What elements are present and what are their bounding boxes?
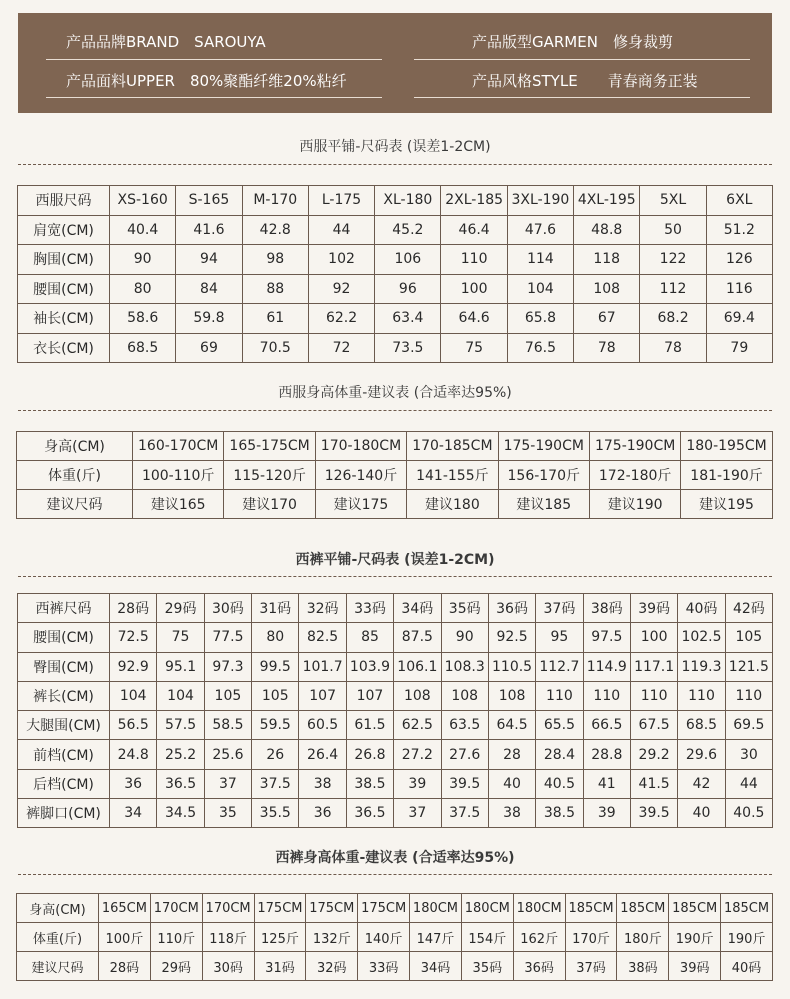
- table-cell: 126-140斤: [315, 461, 406, 490]
- table-cell: 69.5: [725, 711, 772, 740]
- table-cell: 170CM: [150, 894, 202, 923]
- table-cell: 112.7: [536, 652, 583, 681]
- table-cell: 27.6: [441, 740, 488, 769]
- pants-recommend-table: [16, 893, 773, 981]
- table-cell: 28码: [99, 952, 151, 981]
- table-cell: 29码: [157, 594, 204, 623]
- brand-info: 产品品牌BRAND SAROUYA: [66, 33, 266, 51]
- table-cell: 40码: [678, 594, 725, 623]
- table-cell: 68.5: [678, 711, 725, 740]
- table-cell: 78: [640, 333, 706, 363]
- table-cell: 45.2: [375, 215, 441, 245]
- dashed-divider: [18, 410, 772, 411]
- table-cell: 27.2: [394, 740, 441, 769]
- row-label: 肩宽(CM): [18, 215, 110, 245]
- table-cell: 51.2: [706, 215, 772, 245]
- table-cell: 108.3: [441, 652, 488, 681]
- table-cell: 107: [346, 681, 393, 710]
- table-cell: 25.2: [157, 740, 204, 769]
- table-cell: 180-195CM: [681, 432, 772, 461]
- table-cell: 115-120斤: [224, 461, 315, 490]
- row-label: 裤脚口(CM): [18, 799, 110, 828]
- table-cell: 92.5: [488, 623, 535, 652]
- table-cell: 73.5: [375, 333, 441, 363]
- table-cell: 185CM: [565, 894, 617, 923]
- table-cell: 185CM: [721, 894, 773, 923]
- table-cell: XS-160: [110, 186, 176, 216]
- table-cell: 56.5: [110, 711, 157, 740]
- table-cell: 107: [299, 681, 346, 710]
- table-cell: 38码: [583, 594, 630, 623]
- table-cell: 92: [308, 274, 374, 304]
- table-cell: 105: [725, 623, 772, 652]
- table-cell: 31码: [252, 594, 299, 623]
- table-cell: 108: [574, 274, 640, 304]
- table-cell: 41.5: [630, 769, 677, 798]
- table-cell: 180斤: [617, 923, 669, 952]
- row-label: 西裤尺码: [18, 594, 110, 623]
- table-row: [18, 681, 773, 710]
- table-cell: 44: [308, 215, 374, 245]
- table-row: [18, 711, 773, 740]
- table-cell: 建议175: [315, 490, 406, 519]
- table-cell: 65.8: [507, 304, 573, 334]
- table-cell: 175CM: [358, 894, 410, 923]
- table-cell: 60.5: [299, 711, 346, 740]
- table-cell: 25.6: [204, 740, 251, 769]
- table-cell: 170-185CM: [407, 432, 498, 461]
- table-cell: M-170: [242, 186, 308, 216]
- table-cell: 64.5: [488, 711, 535, 740]
- table-cell: 170斤: [565, 923, 617, 952]
- table-cell: 122: [640, 245, 706, 275]
- table-cell: 67.5: [630, 711, 677, 740]
- table-cell: 61.5: [346, 711, 393, 740]
- suit-recommend-table: [16, 431, 773, 519]
- table-cell: 69: [176, 333, 242, 363]
- table-cell: 101.7: [299, 652, 346, 681]
- table-cell: 104: [157, 681, 204, 710]
- table-cell: 26.8: [346, 740, 393, 769]
- table-cell: 47.6: [507, 215, 573, 245]
- table-cell: 建议190: [589, 490, 680, 519]
- table-cell: 99.5: [252, 652, 299, 681]
- table-cell: 77.5: [204, 623, 251, 652]
- suit-size-table: [17, 185, 773, 363]
- row-label: 身高(CM): [17, 432, 133, 461]
- table-cell: 39码: [669, 952, 721, 981]
- table-cell: 46.4: [441, 215, 507, 245]
- dashed-divider: [18, 576, 772, 577]
- table-row: [17, 894, 773, 923]
- fit-info: 产品版型GARMEN 修身裁剪: [472, 33, 673, 51]
- table-cell: 28.8: [583, 740, 630, 769]
- style-info: 产品风格STYLE 青春商务正装: [472, 72, 698, 90]
- table-cell: 180CM: [410, 894, 462, 923]
- table-cell: 36.5: [157, 769, 204, 798]
- table-cell: 42.8: [242, 215, 308, 245]
- row-label: 西服尺码: [18, 186, 110, 216]
- table-cell: 114: [507, 245, 573, 275]
- table-cell: 106: [375, 245, 441, 275]
- table-cell: 38.5: [536, 799, 583, 828]
- table-cell: 76.5: [507, 333, 573, 363]
- table-cell: 172-180斤: [589, 461, 680, 490]
- table-cell: 141-155斤: [407, 461, 498, 490]
- table-cell: 30码: [202, 952, 254, 981]
- table-cell: 32码: [299, 594, 346, 623]
- table-cell: 110: [630, 681, 677, 710]
- table-cell: 44: [725, 769, 772, 798]
- table-cell: 97.5: [583, 623, 630, 652]
- table-cell: 38: [299, 769, 346, 798]
- table-row: [18, 652, 773, 681]
- table-cell: 50: [640, 215, 706, 245]
- row-label: 建议尺码: [17, 952, 99, 981]
- table-cell: 48.8: [574, 215, 640, 245]
- row-label: 建议尺码: [17, 490, 133, 519]
- table-cell: 建议180: [407, 490, 498, 519]
- table-row: [18, 740, 773, 769]
- table-cell: 80: [252, 623, 299, 652]
- table-cell: XL-180: [375, 186, 441, 216]
- table-cell: 65.5: [536, 711, 583, 740]
- table-cell: 34: [110, 799, 157, 828]
- table-cell: 64.6: [441, 304, 507, 334]
- table-cell: 108: [394, 681, 441, 710]
- table-cell: 58.6: [110, 304, 176, 334]
- table-cell: 126: [706, 245, 772, 275]
- table-cell: 108: [441, 681, 488, 710]
- table-cell: 40码: [721, 952, 773, 981]
- fabric-info: 产品面料UPPER 80%聚酯纤维20%粘纤: [66, 72, 347, 90]
- table-cell: 102: [308, 245, 374, 275]
- table-cell: 75: [157, 623, 204, 652]
- table-row: [17, 923, 773, 952]
- table-cell: 156-170斤: [498, 461, 589, 490]
- table-cell: 29.2: [630, 740, 677, 769]
- table-cell: 117.1: [630, 652, 677, 681]
- table-cell: 36码: [488, 594, 535, 623]
- table-cell: 100斤: [99, 923, 151, 952]
- table-row: [18, 304, 773, 334]
- table-cell: 59.5: [252, 711, 299, 740]
- row-label: 前档(CM): [18, 740, 110, 769]
- table-cell: 170-180CM: [315, 432, 406, 461]
- row-label: 袖长(CM): [18, 304, 110, 334]
- table-cell: 5XL: [640, 186, 706, 216]
- table-cell: 175CM: [254, 894, 306, 923]
- table-cell: 3XL-190: [507, 186, 573, 216]
- table-cell: 108: [488, 681, 535, 710]
- table-cell: 180CM: [461, 894, 513, 923]
- table-cell: 6XL: [706, 186, 772, 216]
- table-cell: 110: [583, 681, 630, 710]
- table-cell: 85: [346, 623, 393, 652]
- table-row: [17, 490, 773, 519]
- table-cell: 100: [441, 274, 507, 304]
- row-label: 大腿围(CM): [18, 711, 110, 740]
- table-cell: 35: [204, 799, 251, 828]
- table-cell: 106.1: [394, 652, 441, 681]
- table-cell: 2XL-185: [441, 186, 507, 216]
- table-cell: 36.5: [346, 799, 393, 828]
- table-cell: 140斤: [358, 923, 410, 952]
- table-cell: 67: [574, 304, 640, 334]
- row-label: 体重(斤): [17, 461, 133, 490]
- pants-recommend-title: 西裤身高体重-建议表 (合适率达95%): [275, 850, 515, 866]
- table-cell: 95.1: [157, 652, 204, 681]
- divider: [46, 59, 382, 60]
- table-cell: 118斤: [202, 923, 254, 952]
- row-label: 体重(斤): [17, 923, 99, 952]
- table-cell: 110: [536, 681, 583, 710]
- table-cell: 190斤: [669, 923, 721, 952]
- table-cell: 62.2: [308, 304, 374, 334]
- table-cell: 29码: [150, 952, 202, 981]
- table-cell: 185CM: [669, 894, 721, 923]
- table-cell: 26: [252, 740, 299, 769]
- pants-size-table: [17, 593, 773, 828]
- table-cell: 104: [110, 681, 157, 710]
- table-cell: 建议185: [498, 490, 589, 519]
- table-row: [17, 461, 773, 490]
- table-cell: 4XL-195: [574, 186, 640, 216]
- row-label: 身高(CM): [17, 894, 99, 923]
- table-cell: 175-190CM: [498, 432, 589, 461]
- table-cell: 24.8: [110, 740, 157, 769]
- row-label: 腰围(CM): [18, 274, 110, 304]
- table-cell: 154斤: [461, 923, 513, 952]
- table-cell: 75: [441, 333, 507, 363]
- table-cell: 118: [574, 245, 640, 275]
- table-cell: 35.5: [252, 799, 299, 828]
- table-cell: 41: [583, 769, 630, 798]
- table-cell: 36: [110, 769, 157, 798]
- table-cell: 34码: [394, 594, 441, 623]
- table-cell: 38.5: [346, 769, 393, 798]
- table-cell: 90: [110, 245, 176, 275]
- row-label: 臀围(CM): [18, 652, 110, 681]
- table-cell: 62.5: [394, 711, 441, 740]
- table-cell: 66.5: [583, 711, 630, 740]
- table-cell: 102.5: [678, 623, 725, 652]
- row-label: 胸围(CM): [18, 245, 110, 275]
- table-cell: 72.5: [110, 623, 157, 652]
- table-cell: 37.5: [252, 769, 299, 798]
- table-cell: 190斤: [721, 923, 773, 952]
- row-label: 后档(CM): [18, 769, 110, 798]
- table-cell: 112: [640, 274, 706, 304]
- table-cell: 33码: [346, 594, 393, 623]
- table-cell: 36: [299, 799, 346, 828]
- table-cell: 35码: [461, 952, 513, 981]
- table-cell: 建议170: [224, 490, 315, 519]
- table-cell: S-165: [176, 186, 242, 216]
- table-cell: 37.5: [441, 799, 488, 828]
- table-cell: 103.9: [346, 652, 393, 681]
- table-cell: 105: [252, 681, 299, 710]
- table-cell: 96: [375, 274, 441, 304]
- table-cell: 181-190斤: [681, 461, 772, 490]
- table-cell: 39: [394, 769, 441, 798]
- table-cell: 90: [441, 623, 488, 652]
- table-row: [18, 245, 773, 275]
- table-cell: 40.5: [725, 799, 772, 828]
- table-row: [18, 769, 773, 798]
- table-cell: 35码: [441, 594, 488, 623]
- table-cell: 110: [678, 681, 725, 710]
- table-cell: 63.5: [441, 711, 488, 740]
- table-cell: 59.8: [176, 304, 242, 334]
- table-cell: 37码: [565, 952, 617, 981]
- table-cell: 100-110斤: [133, 461, 224, 490]
- table-cell: 185CM: [617, 894, 669, 923]
- table-cell: 39码: [630, 594, 677, 623]
- table-cell: 110.5: [488, 652, 535, 681]
- table-cell: 36码: [513, 952, 565, 981]
- divider: [414, 59, 750, 60]
- table-row: [18, 274, 773, 304]
- dashed-divider: [18, 874, 772, 875]
- table-cell: 97.3: [204, 652, 251, 681]
- table-cell: 79: [706, 333, 772, 363]
- table-cell: 40: [488, 769, 535, 798]
- table-cell: 31码: [254, 952, 306, 981]
- row-label: 裤长(CM): [18, 681, 110, 710]
- table-cell: 58.5: [204, 711, 251, 740]
- table-cell: 38: [488, 799, 535, 828]
- table-cell: 116: [706, 274, 772, 304]
- table-cell: 42码: [725, 594, 772, 623]
- table-cell: 78: [574, 333, 640, 363]
- table-cell: 119.3: [678, 652, 725, 681]
- table-cell: 70.5: [242, 333, 308, 363]
- table-cell: 88: [242, 274, 308, 304]
- table-cell: 41.6: [176, 215, 242, 245]
- header-row: [18, 594, 773, 623]
- table-row: [17, 432, 773, 461]
- table-cell: 32码: [306, 952, 358, 981]
- table-cell: 84: [176, 274, 242, 304]
- pants-size-title: 西裤平铺-尺码表 (误差1-2CM): [295, 552, 495, 568]
- table-cell: 68.2: [640, 304, 706, 334]
- table-cell: 147斤: [410, 923, 462, 952]
- table-row: [18, 623, 773, 652]
- table-cell: 28.4: [536, 740, 583, 769]
- table-cell: 38码: [617, 952, 669, 981]
- table-cell: 121.5: [725, 652, 772, 681]
- table-cell: 175-190CM: [589, 432, 680, 461]
- table-cell: 175CM: [306, 894, 358, 923]
- table-cell: 34码: [410, 952, 462, 981]
- table-cell: 165-175CM: [224, 432, 315, 461]
- table-cell: 132斤: [306, 923, 358, 952]
- table-cell: 37: [204, 769, 251, 798]
- table-cell: 110: [441, 245, 507, 275]
- row-label: 腰围(CM): [18, 623, 110, 652]
- table-row: [18, 799, 773, 828]
- table-cell: 39.5: [441, 769, 488, 798]
- table-cell: 39.5: [630, 799, 677, 828]
- table-cell: 180CM: [513, 894, 565, 923]
- suit-recommend-title: 西服身高体重-建议表 (合适率达95%): [278, 385, 512, 401]
- table-cell: 61: [242, 304, 308, 334]
- table-cell: 94: [176, 245, 242, 275]
- table-cell: 100: [630, 623, 677, 652]
- table-cell: 105: [204, 681, 251, 710]
- table-cell: L-175: [308, 186, 374, 216]
- table-cell: 29.6: [678, 740, 725, 769]
- table-row: [17, 952, 773, 981]
- table-cell: 42: [678, 769, 725, 798]
- table-cell: 40.4: [110, 215, 176, 245]
- product-info-header: [18, 13, 772, 113]
- table-cell: 69.4: [706, 304, 772, 334]
- table-row: [18, 215, 773, 245]
- table-cell: 40: [678, 799, 725, 828]
- table-cell: 80: [110, 274, 176, 304]
- table-cell: 28码: [110, 594, 157, 623]
- table-cell: 63.4: [375, 304, 441, 334]
- table-cell: 68.5: [110, 333, 176, 363]
- divider: [46, 97, 382, 98]
- table-cell: 37: [394, 799, 441, 828]
- table-cell: 39: [583, 799, 630, 828]
- table-cell: 87.5: [394, 623, 441, 652]
- dashed-divider: [18, 164, 772, 165]
- table-cell: 37码: [536, 594, 583, 623]
- header-row: [18, 186, 773, 216]
- table-cell: 72: [308, 333, 374, 363]
- suit-size-title: 西服平铺-尺码表 (误差1-2CM): [299, 139, 491, 155]
- table-cell: 28: [488, 740, 535, 769]
- table-cell: 30码: [204, 594, 251, 623]
- row-label: 衣长(CM): [18, 333, 110, 363]
- table-cell: 114.9: [583, 652, 630, 681]
- table-cell: 92.9: [110, 652, 157, 681]
- table-cell: 162斤: [513, 923, 565, 952]
- table-cell: 110: [725, 681, 772, 710]
- table-cell: 125斤: [254, 923, 306, 952]
- table-cell: 33码: [358, 952, 410, 981]
- table-row: [18, 333, 773, 363]
- table-cell: 34.5: [157, 799, 204, 828]
- table-cell: 110斤: [150, 923, 202, 952]
- divider: [414, 97, 750, 98]
- table-cell: 26.4: [299, 740, 346, 769]
- table-cell: 82.5: [299, 623, 346, 652]
- table-cell: 165CM: [99, 894, 151, 923]
- table-cell: 170CM: [202, 894, 254, 923]
- table-cell: 160-170CM: [133, 432, 224, 461]
- table-cell: 建议195: [681, 490, 772, 519]
- table-cell: 57.5: [157, 711, 204, 740]
- table-cell: 98: [242, 245, 308, 275]
- table-cell: 40.5: [536, 769, 583, 798]
- table-cell: 30: [725, 740, 772, 769]
- table-cell: 建议165: [133, 490, 224, 519]
- table-cell: 95: [536, 623, 583, 652]
- table-cell: 104: [507, 274, 573, 304]
